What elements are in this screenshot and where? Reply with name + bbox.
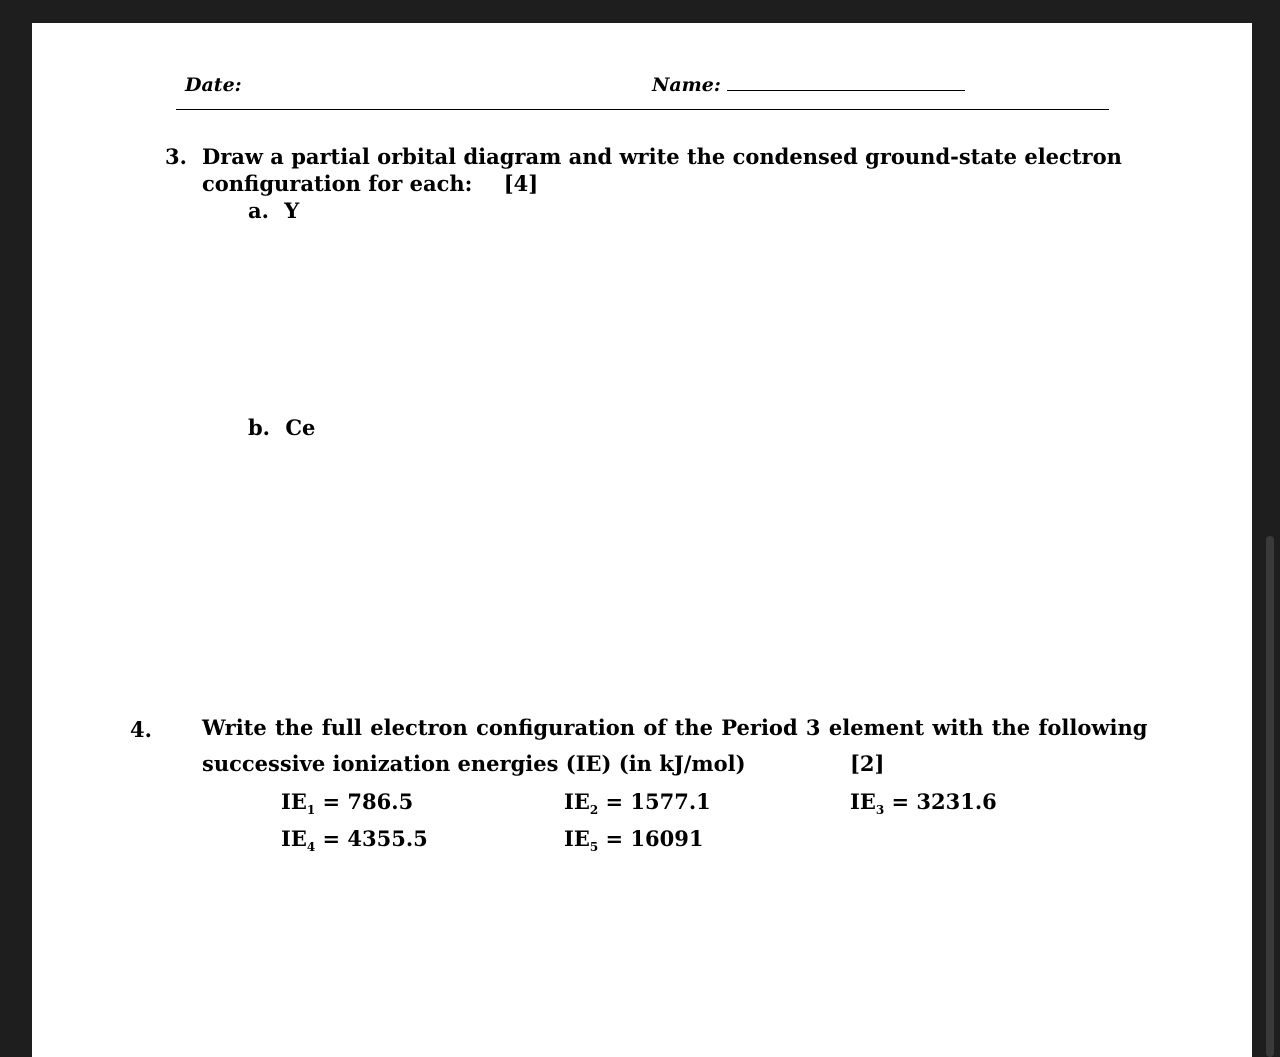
ie-5-label: IE	[564, 826, 590, 851]
ie-4-subscript: 4	[306, 840, 316, 855]
name-field	[652, 74, 965, 96]
name-label: Name:	[652, 74, 721, 96]
ie-1-subscript: 1	[306, 803, 316, 818]
ie-2-subscript: 2	[589, 803, 599, 818]
ie-5-value: = 16091	[605, 826, 704, 851]
q3-part-b-element: Ce	[285, 415, 316, 440]
q4-text-line1: Write the full electron configuration of the Period 3 element with the following	[202, 715, 1148, 740]
worksheet-page	[32, 23, 1252, 1057]
ie-2-value: = 1577.1	[605, 789, 711, 814]
ie-value-3	[850, 789, 997, 817]
q4-marks: [2]	[850, 751, 885, 776]
ie-2-label: IE	[564, 789, 590, 814]
name-blank-line	[727, 74, 965, 91]
ie-1-value: = 786.5	[322, 789, 414, 814]
q3-number: 3.	[165, 144, 187, 169]
ie-value-2	[564, 789, 711, 817]
q3-part-a-label: a.	[248, 198, 269, 223]
q3-marks: [4]	[503, 171, 539, 196]
ie-3-value: = 3231.6	[891, 789, 997, 814]
ie-value-5	[564, 826, 703, 854]
q4-number: 4.	[130, 717, 152, 742]
ie-3-label: IE	[850, 789, 876, 814]
q3-part-b-label: b.	[248, 415, 270, 440]
date-label: Date:	[185, 74, 242, 96]
ie-4-value: = 4355.5	[322, 826, 428, 851]
ie-3-subscript: 3	[875, 803, 885, 818]
ie-1-label: IE	[281, 789, 307, 814]
ie-value-1	[281, 789, 413, 817]
q3-text-line1: Draw a partial orbital diagram and write the condensed ground-state electron	[202, 144, 1122, 169]
q3-part-b	[248, 415, 315, 440]
ie-value-4	[281, 826, 428, 854]
q3-part-a-element: Y	[284, 198, 300, 223]
ie-5-subscript: 5	[589, 840, 599, 855]
q4-text-line2: successive ionization energies (IE) (in kJ/mol)	[202, 751, 746, 776]
vertical-scrollbar[interactable]	[1266, 536, 1274, 1057]
q3-text-line2	[202, 171, 538, 196]
q3-text-line2-content: configuration for each:	[202, 171, 473, 196]
ie-4-label: IE	[281, 826, 307, 851]
header-divider	[176, 109, 1109, 110]
q3-part-a	[248, 198, 299, 223]
